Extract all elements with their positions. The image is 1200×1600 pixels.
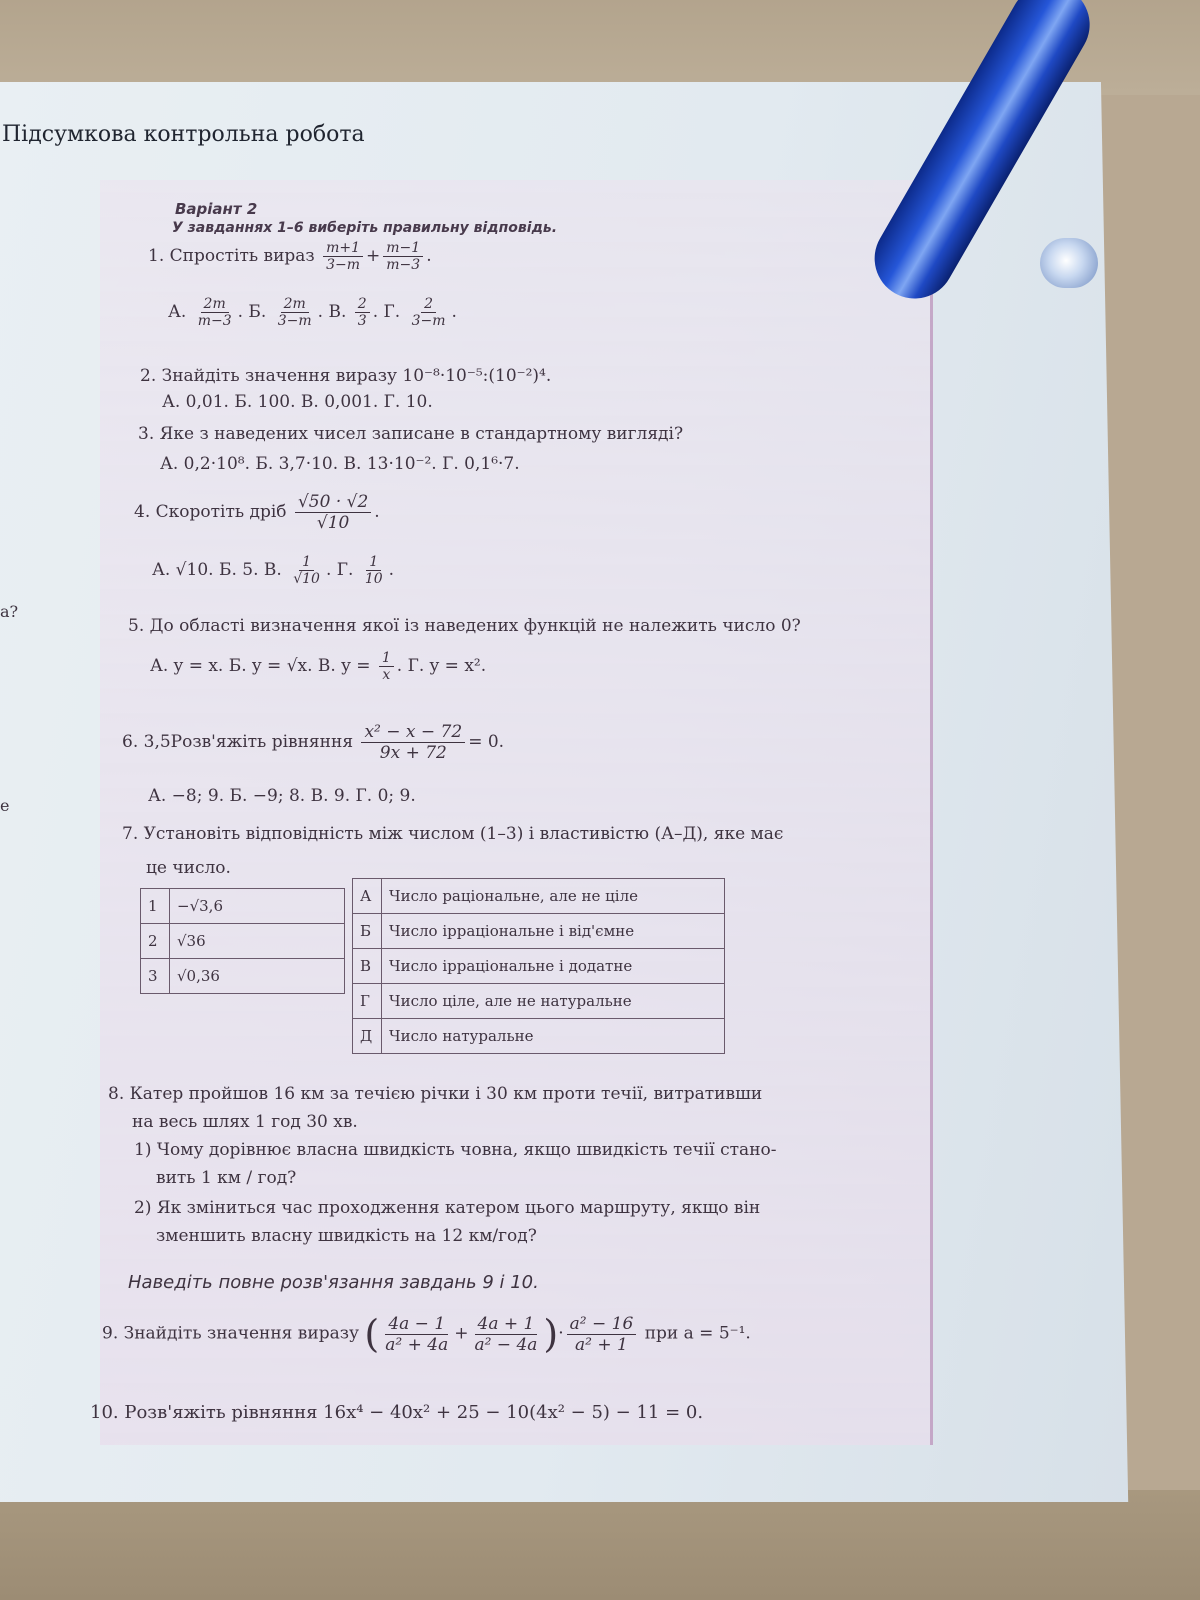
- q1-option-a: $\frac{2m}{m-3}$: [197, 296, 232, 329]
- q4-option-d: $\frac{1}{10}$: [364, 554, 383, 587]
- q6-fraction: $\frac{\text{x² − x − 72}}{9x + 72}$: [361, 722, 465, 763]
- question-8-part-1-cont: вить 1 км / год?: [156, 1168, 297, 1188]
- question-8: 8. Катер пройшов 16 км за течією річки і 30 км проти течії, витративши: [108, 1084, 763, 1104]
- question-3: 3. Яке з наведених чисел записане в стандартному вигляді?: [138, 424, 684, 444]
- question-3-options: А. 0,2·10⁸. Б. 3,7·10. В. 13·10⁻². Г. 0,1⁶·7.: [160, 454, 520, 474]
- q9-fraction-3: $\frac{\text{a² − 16}}{\text{a² + 1}}$: [567, 1314, 637, 1355]
- q1-option-c: $\frac{2}{3}$: [355, 296, 370, 329]
- q5-option-c: $\frac{1}{x}$: [379, 650, 394, 683]
- table-row: 3 √0,36: [141, 959, 345, 994]
- variant-label: Варіант 2: [175, 200, 258, 218]
- instruction-text-2: Наведіть повне розв'язання завдань 9 і 10.: [128, 1272, 539, 1293]
- instruction-text: У завданнях 1–6 виберіть правильну відповідь.: [172, 220, 558, 236]
- question-7-line-2: це число.: [146, 858, 231, 878]
- question-8-part-2: 2) Як зміниться час проходження катером цього маршруту, якщо він: [134, 1198, 761, 1218]
- question-5-options: А. y = x. Б. y = √x. В. y = $\frac{1}{x}$ . Г. y = x².: [150, 650, 487, 683]
- question-10: 10. Розв'яжіть рівняння 16x⁴ − 40x² + 25 − 10(4x² − 5) − 11 = 0.: [90, 1402, 704, 1423]
- question-5: 5. До області визначення якої із наведених функцій не належить число 0?: [128, 616, 801, 636]
- q1-prefix: 1. Спростіть вираз: [148, 246, 315, 266]
- q1-option-b: $\frac{2m}{3-m}$: [277, 296, 312, 329]
- question-1-options: А. $\frac{2m}{m-3}$ . Б. $\frac{2m}{3-m}$ . В. $\frac{2}{3}$ . Г. $\frac{2}{3-m}$ .: [168, 296, 457, 329]
- table-row: Б Число ірраціональне і від'ємне: [353, 914, 725, 949]
- question-4-options: А. √10. Б. 5. В. $\frac{1}{√10}$ . Г. $\frac{1}{10}$ .: [152, 554, 395, 587]
- q9-fraction-2: $\frac{4a + 1}{\text{a² − 4a}}$: [474, 1313, 538, 1355]
- page-title: Підсумкова контрольна робота: [2, 122, 365, 147]
- table-row: Г Число ціле, але не натуральне: [353, 984, 725, 1019]
- table-row: 2 √36: [141, 924, 345, 959]
- pen-cap-icon: [1040, 238, 1098, 288]
- match-table-numbers: [140, 888, 345, 994]
- q4-option-c: $\frac{1}{√10}$: [293, 554, 320, 587]
- table-row: А Число раціональне, але не ціле: [353, 879, 725, 914]
- question-8-part-2-cont: зменшить власну швидкість на 12 км/год?: [156, 1226, 537, 1246]
- question-4: 4. Скоротіть дріб $\frac{√50 \cdot √2}{√10}$ .: [134, 492, 380, 533]
- match-table-properties: [352, 878, 725, 1054]
- q1-fraction-1: $\frac{m+1}{3-m}$: [323, 240, 363, 273]
- margin-mark-2: е: [0, 796, 10, 815]
- question-6: 6. 3,5Розв'яжіть рівняння $\frac{\text{x² − x − 72}}{9x + 72}$ = 0.: [122, 722, 505, 763]
- q4-fraction: $\frac{√50 \cdot √2}{√10}$: [295, 492, 371, 533]
- table-row: Д Число натуральне: [353, 1019, 725, 1054]
- margin-mark-1: а?: [0, 602, 19, 621]
- q1-option-d: $\frac{2}{3-m}$: [411, 296, 446, 329]
- table-row: 1 −√3,6: [141, 889, 345, 924]
- q1-fraction-2: $\frac{m-1}{m-3}$: [383, 240, 423, 273]
- question-8-line-2: на весь шлях 1 год 30 хв.: [132, 1112, 358, 1132]
- question-2-options: А. 0,01. Б. 100. В. 0,001. Г. 10.: [162, 392, 433, 412]
- q9-fraction-1: $\frac{4a - 1}{\text{a² + 4a}}$: [385, 1313, 449, 1355]
- question-8-part-1: 1) Чому дорівнює власна швидкість човна, якщо швидкість течії стано-: [134, 1140, 777, 1160]
- question-7: 7. Установіть відповідність між числом (1–3) і властивістю (А–Д), яке має: [122, 824, 784, 844]
- table-row: В Число ірраціональне і додатне: [353, 949, 725, 984]
- question-1: 1. Спростіть вираз $\frac{m+1}{3-m}$ + $\frac{m-1}{m-3}$ .: [148, 240, 432, 273]
- question-9: 9. Знайдіть значення виразу ( $\frac{4a - 1}{\text{a² + 4a}}$ + $\frac{4a + 1}{\text{a² − 4a}}$ )· $\frac{\text{a² − 16}}{\text{a² + 1}}$ при a = 5⁻¹.: [102, 1312, 751, 1356]
- question-2: 2. Знайдіть значення виразу 10⁻⁸·10⁻⁵:(10⁻²)⁴.: [140, 366, 552, 386]
- desk-background-bottom: [0, 1490, 1200, 1600]
- question-6-options: А. −8; 9. Б. −9; 8. В. 9. Г. 0; 9.: [148, 786, 416, 806]
